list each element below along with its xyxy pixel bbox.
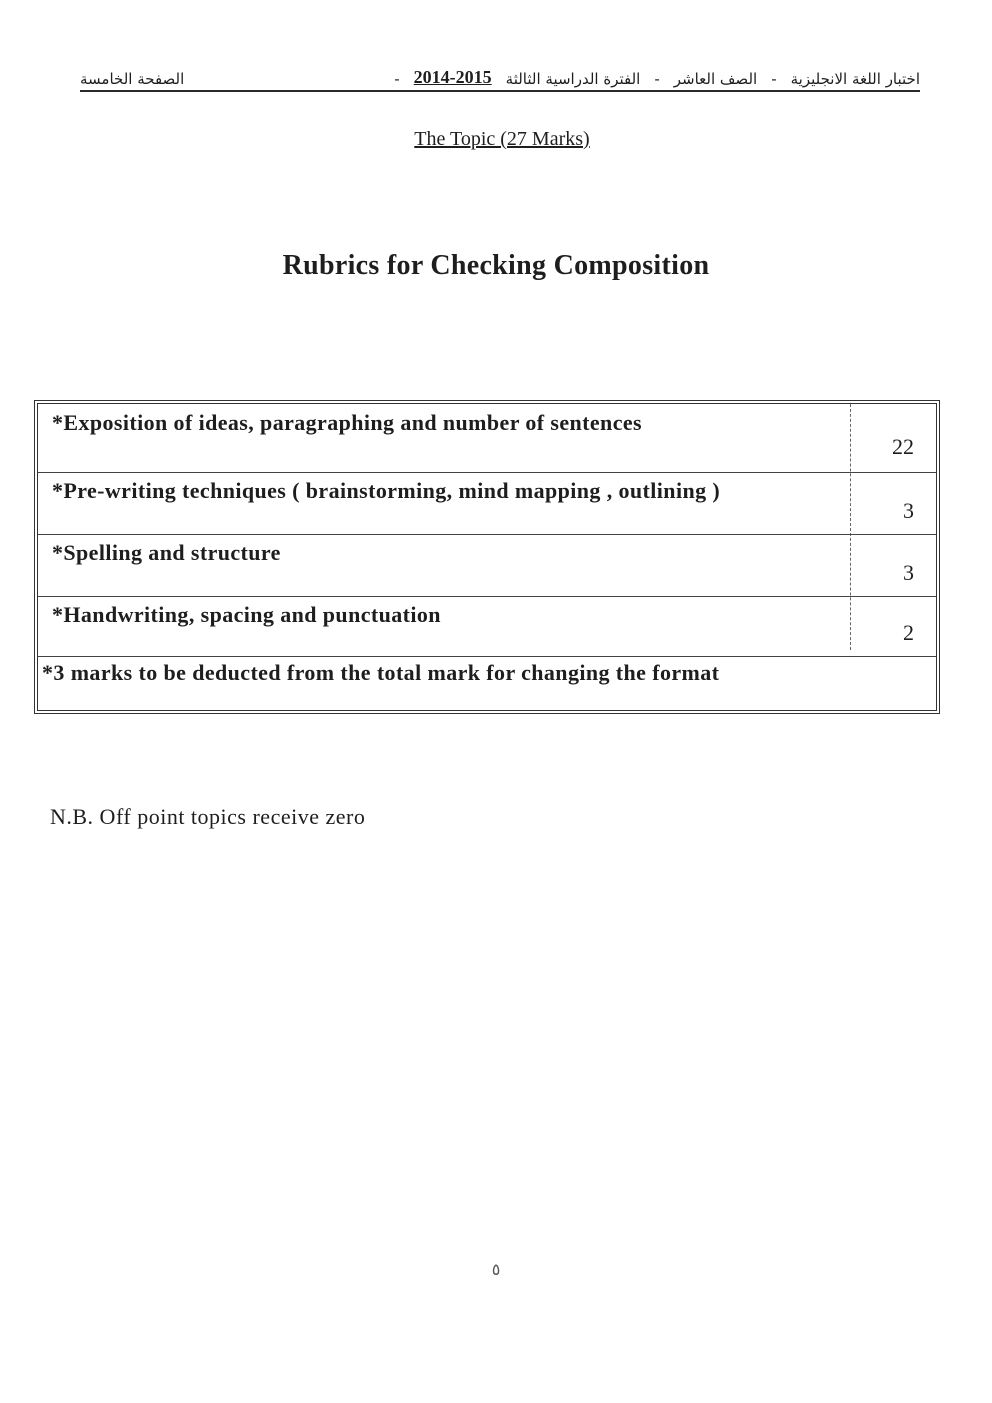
header-term: الفترة الدراسية الثالثة <box>505 70 641 88</box>
rubric-row <box>38 596 936 658</box>
nb-note: N.B. Off point topics receive zero <box>50 804 366 829</box>
header-grade: الصف العاشر <box>673 70 758 88</box>
page-title: Rubrics for Checking Composition <box>282 250 710 281</box>
topic-heading: The Topic (27 Marks) <box>414 128 590 150</box>
rubric-criterion: *Exposition of ideas, paragraphing and number of sentences <box>52 410 642 435</box>
rubric-criterion: *Handwriting, spacing and punctuation <box>52 602 441 627</box>
rubric-deduction-row <box>38 656 936 710</box>
header-subject: اختبار اللغة الانجليزية <box>790 70 920 88</box>
rubric-mark: 2 <box>903 620 914 645</box>
rubric-deduction-note: *3 marks to be deducted from the total mark for changing the format <box>42 660 720 685</box>
header-separator: - <box>394 70 400 88</box>
rubric-row <box>38 472 936 534</box>
rubric-mark: 3 <box>903 560 914 585</box>
rubric-mark: 22 <box>892 434 914 459</box>
header-separator: - <box>654 70 660 88</box>
header-year: 2014-2015 <box>413 67 492 87</box>
header-page-label: الصفحة الخامسة <box>80 70 185 88</box>
header-separator: - <box>771 70 777 88</box>
rubric-row <box>38 404 936 472</box>
page-number: ٥ <box>491 1260 501 1279</box>
rubric-mark: 3 <box>903 498 914 523</box>
rubric-criterion: *Pre-writing techniques ( brainstorming, mind mapping , outlining ) <box>52 478 721 503</box>
page-header <box>80 58 920 92</box>
rubric-row <box>38 534 936 596</box>
rubric-criterion: *Spelling and structure <box>52 540 281 565</box>
rubric-table <box>34 400 940 714</box>
